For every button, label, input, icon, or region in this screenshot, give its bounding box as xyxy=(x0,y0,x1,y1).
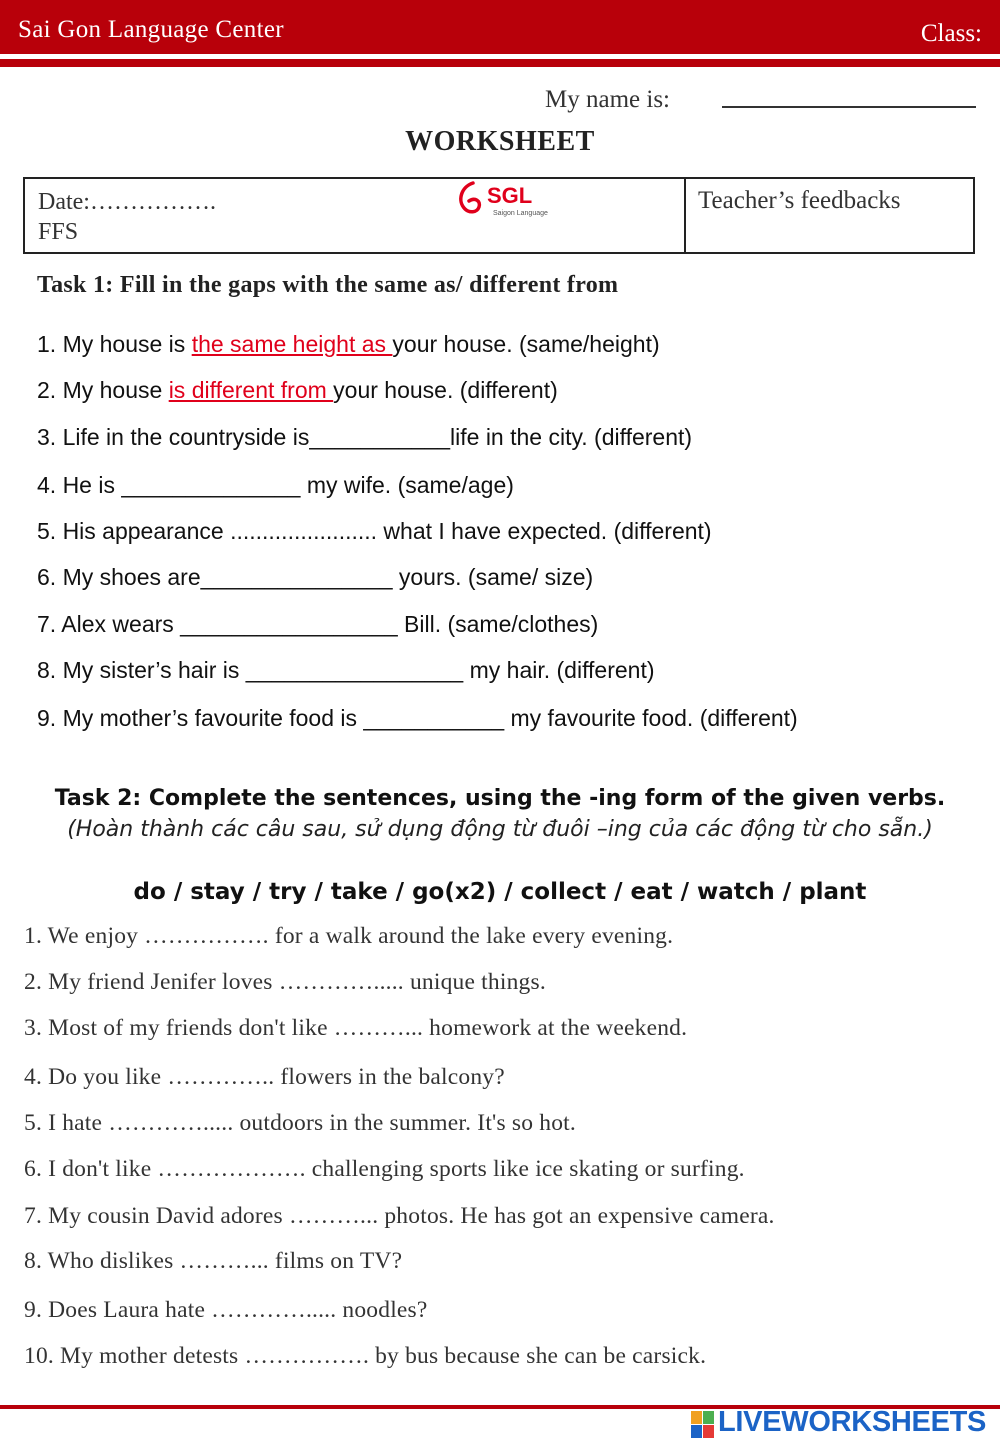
task1-title: Task 1: Fill in the gaps with the same as/ different from xyxy=(37,272,619,298)
logo-subtext: Saigon Language xyxy=(493,210,548,217)
class-code: FFS xyxy=(38,219,79,245)
task1-item[interactable]: 8. My sister’s hair is _________________ my hair. (different) xyxy=(37,657,655,683)
task1-item[interactable]: 4. He is ______________ my wife. (same/age) xyxy=(37,472,514,498)
header-bar xyxy=(0,0,1000,54)
header-divider xyxy=(0,59,1000,67)
sgl-logo xyxy=(455,179,565,221)
task2-item[interactable]: 1. We enjoy ……………. for a walk around the lake every evening. xyxy=(24,923,674,949)
class-label: Class: xyxy=(920,20,982,47)
task1-item[interactable]: 6. My shoes are_______________ yours. (same/ size) xyxy=(37,564,594,590)
center-name: Sai Gon Language Center xyxy=(18,16,284,43)
task2-item[interactable]: 7. My cousin David adores ………... photos. He has got an expensive camera. xyxy=(24,1203,775,1229)
box-divider xyxy=(684,179,686,252)
task2-item[interactable]: 4. Do you like ………….. flowers in the balcony? xyxy=(24,1064,505,1090)
verb-bank: do / stay / try / take / go(x2) / collect / eat / watch / plant xyxy=(133,879,867,905)
liveworksheets-logo-icon xyxy=(690,1410,716,1440)
task2-item[interactable]: 5. I hate …………..... outdoors in the summer. It's so hot. xyxy=(24,1110,576,1136)
task1-item[interactable]: 9. My mother’s favourite food is ___________ my favourite food. (different) xyxy=(37,705,798,731)
name-label: My name is: xyxy=(545,86,670,113)
name-input-line[interactable] xyxy=(722,106,976,108)
task2-item[interactable]: 3. Most of my friends don't like ………... homework at the weekend. xyxy=(24,1015,688,1041)
task1-item[interactable]: 7. Alex wears _________________ Bill. (same/clothes) xyxy=(37,611,599,637)
teacher-feedback-label: Teacher’s feedbacks xyxy=(698,187,901,214)
task2-item[interactable]: 9. Does Laura hate …………..... noodles? xyxy=(24,1297,428,1323)
answer-input[interactable]: the same height as xyxy=(191,331,393,357)
task2-item[interactable]: 8. Who dislikes ………... films on TV? xyxy=(24,1248,403,1274)
task1-item[interactable]: 5. His appearance ....................... what I have expected. (different) xyxy=(37,518,712,544)
info-box xyxy=(23,177,975,254)
answer-input[interactable]: is different from xyxy=(168,377,334,403)
task1-item[interactable]: 3. Life in the countryside is___________life in the city. (different) xyxy=(37,424,693,450)
task2-item[interactable]: 10. My mother detests ……………. by bus because she can be carsick. xyxy=(24,1343,707,1369)
logo-text: SGL xyxy=(487,183,533,208)
task1-item: 1. My house is the same height as your house. (same/height) xyxy=(37,331,660,357)
worksheet-title: WORKSHEET xyxy=(405,126,595,157)
task1-item: 2. My house is different from your house. (different) xyxy=(37,377,558,403)
liveworksheets-watermark xyxy=(690,1406,1000,1444)
date-label: Date:……………. xyxy=(38,189,216,215)
task2-title: Task 2: Complete the sentences, using the -ing form of the given verbs. xyxy=(54,786,946,811)
watermark-text: LIVEWORKSHEETS xyxy=(718,1406,987,1438)
date-field xyxy=(38,187,216,247)
task2-item[interactable]: 6. I don't like ………………. challenging sports like ice skating or surfing. xyxy=(24,1156,745,1182)
task2-item[interactable]: 2. My friend Jenifer loves …………..... unique things. xyxy=(24,969,546,995)
task2-subtitle: (Hoàn thành các câu sau, sử dụng động từ đuôi –ing của các động từ cho sẵn.) xyxy=(67,817,933,842)
